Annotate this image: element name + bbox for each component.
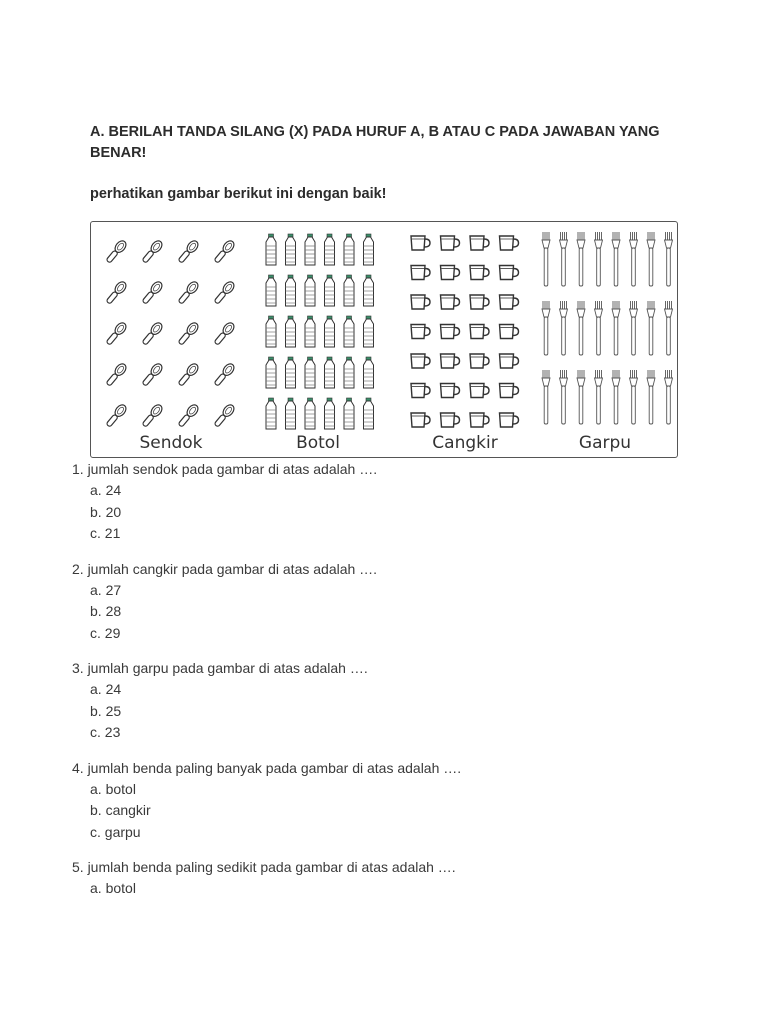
bottle-icon [325, 316, 335, 347]
bottle-icon [364, 398, 374, 429]
fork-icon [665, 232, 673, 286]
bottle-icon [364, 275, 374, 306]
bottle-icon [266, 398, 276, 429]
bottle-icon [344, 275, 354, 306]
fork-icon [542, 370, 550, 424]
spoon-icon [177, 321, 201, 347]
bottle-icon [305, 316, 315, 347]
cup-icon [470, 295, 489, 309]
spoon-icon [213, 362, 237, 388]
fork-icon [560, 301, 568, 355]
cup-icon [441, 325, 460, 339]
bottle-icon [286, 234, 296, 265]
cup-icon [411, 266, 430, 280]
spoon-icon [105, 362, 129, 388]
cup-icon [411, 325, 430, 339]
bottle-icon [266, 316, 276, 347]
cup-icon [470, 384, 489, 398]
fork-icon [647, 301, 655, 355]
cup-icon [441, 384, 460, 398]
fork-icon [560, 232, 568, 286]
group-label: Garpu [578, 433, 632, 453]
fork-icon [630, 301, 638, 355]
fork-icon [577, 301, 585, 355]
question-text: 3. jumlah garpu pada gambar di atas adalah …. [72, 660, 368, 676]
spoon-icon [141, 321, 165, 347]
fork-icon [612, 232, 620, 286]
instruction-heading: A. BERILAH TANDA SILANG (X) PADA HURUF A, B ATAU C PADA JAWABAN YANG BENAR! [90, 124, 660, 161]
bottle-icon [364, 316, 374, 347]
cup-icon [470, 413, 489, 427]
fork-icon [595, 370, 603, 424]
bottle-icon [305, 398, 315, 429]
picture-prompt: perhatikan gambar berikut ini dengan baik! [90, 186, 387, 202]
bottle-icon [305, 234, 315, 265]
option-c[interactable]: c. 21 [90, 525, 121, 541]
cup-icon [470, 325, 489, 339]
bottle-icon [305, 357, 315, 388]
spoon-icon [105, 403, 129, 429]
cup-icon [500, 266, 519, 280]
bottle-icon [344, 398, 354, 429]
spoon-icon [141, 280, 165, 306]
group-label: Cangkir [432, 433, 498, 453]
fork-icon [542, 232, 550, 286]
cup-icon [470, 266, 489, 280]
option-a[interactable]: a. botol [90, 780, 136, 797]
cup-icon [470, 236, 489, 250]
spoon-icon [105, 239, 129, 265]
bottle-icon [286, 357, 296, 388]
cup-icon [500, 354, 519, 368]
option-a[interactable]: a. 24 [90, 482, 122, 498]
cup-icon [441, 266, 460, 280]
spoon-icon [213, 280, 237, 306]
fork-icon [595, 232, 603, 286]
fork-icon [612, 370, 620, 424]
bottle-icon [305, 275, 315, 306]
fork-icon [577, 232, 585, 286]
spoon-icon [105, 280, 129, 306]
bottle-icon [266, 357, 276, 388]
spoon-icon [177, 280, 201, 306]
option-c[interactable]: c. 29 [90, 624, 121, 641]
question-list [72, 458, 732, 913]
option-a[interactable]: a. 24 [90, 681, 122, 697]
cup-icon [411, 236, 430, 250]
fork-group [542, 232, 673, 424]
fork-icon [647, 232, 655, 286]
spoon-icon [177, 239, 201, 265]
cup-icon [500, 384, 519, 398]
spoon-icon [213, 321, 237, 347]
option-b[interactable]: b. cangkir [90, 802, 151, 818]
bottle-group [266, 234, 374, 429]
bottle-icon [325, 234, 335, 265]
question-text: 2. jumlah cangkir pada gambar di atas adalah …. [72, 560, 378, 577]
spoon-group [105, 239, 237, 429]
cup-icon [500, 236, 519, 250]
option-c[interactable]: c. garpu [90, 823, 141, 840]
group-label: Botol [296, 433, 340, 453]
fork-icon [595, 301, 603, 355]
bottle-icon [344, 357, 354, 388]
spoon-icon [105, 321, 129, 347]
option-a[interactable]: a. botol [90, 880, 136, 896]
bottle-icon [325, 275, 335, 306]
question-1 [72, 458, 732, 545]
cup-group [411, 236, 519, 427]
option-b[interactable]: b. 20 [90, 503, 122, 520]
fork-icon [560, 370, 568, 424]
cup-icon [411, 295, 430, 309]
bottle-icon [325, 398, 335, 429]
group-label: Sendok [139, 433, 203, 453]
cup-icon [441, 236, 460, 250]
question-3 [72, 657, 732, 744]
fork-icon [647, 370, 655, 424]
spoon-icon [177, 403, 201, 429]
counting-figure-svg [91, 222, 678, 458]
cup-icon [441, 295, 460, 309]
fork-icon [665, 301, 673, 355]
fork-icon [577, 370, 585, 424]
question-4 [72, 757, 732, 844]
bottle-icon [266, 234, 276, 265]
question-text: 1. jumlah sendok pada gambar di atas adalah …. [72, 461, 378, 477]
bottle-icon [325, 357, 335, 388]
cup-icon [441, 413, 460, 427]
bottle-icon [364, 357, 374, 388]
spoon-icon [141, 403, 165, 429]
fork-icon [612, 301, 620, 355]
bottle-icon [364, 234, 374, 265]
bottle-icon [344, 234, 354, 265]
bottle-icon [344, 316, 354, 347]
option-a[interactable]: a. 27 [90, 581, 122, 598]
cup-icon [500, 295, 519, 309]
fork-icon [630, 232, 638, 286]
bottle-icon [286, 398, 296, 429]
spoon-icon [141, 239, 165, 265]
cup-icon [441, 354, 460, 368]
bottle-icon [286, 316, 296, 347]
bottle-icon [286, 275, 296, 306]
cup-icon [500, 413, 519, 427]
option-c[interactable]: c. 23 [90, 724, 121, 740]
spoon-icon [141, 362, 165, 388]
option-b[interactable]: b. 28 [90, 603, 122, 619]
fork-icon [665, 370, 673, 424]
counting-figure [90, 221, 678, 458]
question-text: 4. jumlah benda paling banyak pada gambar di atas adalah …. [72, 759, 462, 776]
question-2 [72, 558, 732, 645]
cup-icon [470, 354, 489, 368]
spoon-icon [177, 362, 201, 388]
spoon-icon [213, 403, 237, 429]
option-b[interactable]: b. 25 [90, 702, 122, 719]
cup-icon [500, 325, 519, 339]
cup-icon [411, 413, 430, 427]
cup-icon [411, 384, 430, 398]
spoon-icon [213, 239, 237, 265]
question-5 [72, 856, 732, 900]
fork-icon [630, 370, 638, 424]
cup-icon [411, 354, 430, 368]
fork-icon [542, 301, 550, 355]
bottle-icon [266, 275, 276, 306]
question-text: 5. jumlah benda paling sedikit pada gambar di atas adalah …. [72, 859, 456, 875]
